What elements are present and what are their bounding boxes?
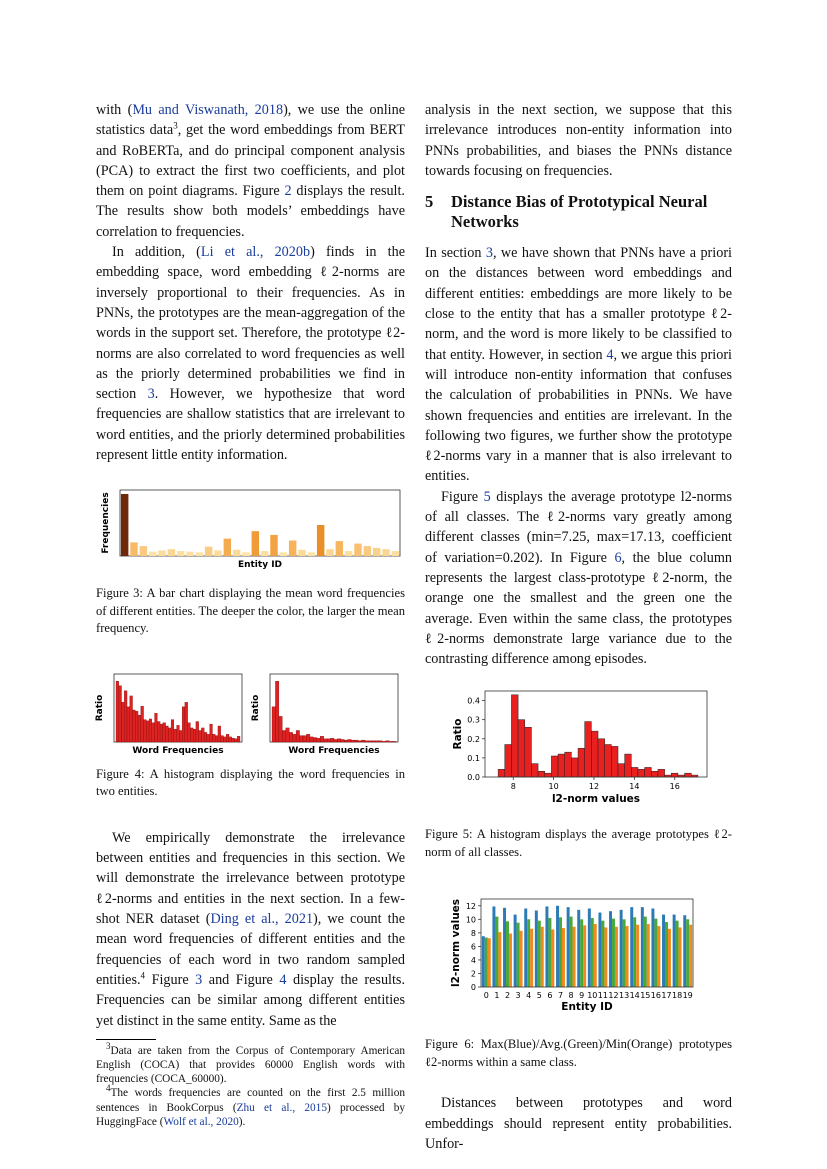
bar [548, 918, 551, 987]
bar [505, 745, 512, 777]
bar [186, 552, 193, 556]
x-axis-label: Word Frequencies [132, 745, 224, 756]
bar [558, 754, 565, 777]
bar [577, 910, 580, 987]
bar [673, 915, 676, 987]
bar [373, 548, 380, 556]
bar [689, 925, 692, 987]
bar [212, 734, 215, 742]
bar [138, 715, 141, 742]
bar [242, 553, 249, 557]
bar [341, 739, 344, 742]
bar [668, 929, 671, 987]
left-paragraph-2: In addition, (Li et al., 2020b) finds in the embedding space, word embedding ℓ2-norms are inversely proportional to their frequencies. As in PNNs, the prototypes are the mean-aggregation of the words in the support set. Therefore, the prototype ℓ2-norms are also correlated to word frequencies as well as the priorly determined probabilities we find in section 3. However, we hypothesize that word frequencies are shallow statistics that are irrelevant to word entities, and the priorly determined probabilities represent little entity information. [96, 244, 406, 464]
bar [348, 739, 351, 742]
bar [130, 696, 133, 742]
x-tick-label: 11 [597, 991, 608, 1001]
bar [306, 734, 309, 742]
bar [364, 546, 371, 556]
bar [615, 927, 618, 987]
bar [121, 494, 128, 556]
bar [482, 937, 485, 988]
bar [313, 737, 316, 741]
footnote-mark-4[interactable]: 4 [140, 970, 146, 981]
bar [393, 741, 396, 742]
bar [171, 719, 174, 741]
x-tick-label: 19 [682, 991, 693, 1001]
x-axis-label: Entity ID [237, 560, 283, 571]
bar [327, 739, 330, 742]
figure-3-chart [96, 488, 405, 570]
x-tick-label: 6 [547, 991, 553, 1001]
figure-5-caption: Figure 5: A histogram displays the average prototypes ℓ2-norm of all classes. [425, 827, 732, 859]
bar [116, 681, 119, 742]
bar [280, 553, 287, 557]
y-axis-label: Ratio [95, 694, 105, 722]
y-tick-label: 2 [470, 969, 476, 979]
y-tick-label: 6 [470, 942, 476, 952]
bar [612, 919, 615, 987]
figure-link[interactable]: 3 [195, 971, 203, 988]
x-tick-label: 12 [608, 991, 619, 1001]
figure-4 [96, 672, 405, 758]
bar [310, 737, 313, 742]
bar [270, 535, 277, 556]
bar [185, 702, 188, 742]
x-tick-label: 1 [494, 991, 500, 1001]
bar [620, 910, 623, 987]
bar [177, 725, 180, 742]
footnote-rule [96, 1039, 156, 1040]
figure-5 [425, 687, 732, 810]
bar [122, 702, 125, 742]
x-tick-label: 15 [640, 991, 651, 1001]
bar [296, 730, 299, 742]
bar [565, 753, 572, 778]
bar [210, 724, 213, 742]
x-axis-label: Word Frequencies [288, 745, 380, 756]
x-tick-label: 2 [504, 991, 511, 1001]
bar [633, 918, 636, 988]
x-tick-label: 4 [526, 991, 532, 1001]
bar [514, 915, 517, 987]
citation-link[interactable]: Zhu et al., 2015 [236, 1101, 327, 1114]
bar [152, 723, 155, 742]
bar [567, 908, 570, 988]
bar [174, 729, 177, 742]
y-axis-label: Ratio [251, 694, 261, 722]
figure-link[interactable]: 4 [279, 971, 287, 988]
bar [160, 724, 163, 742]
bar [517, 923, 520, 987]
citation-link[interactable]: Ding et al., 2021 [210, 911, 314, 928]
bar [594, 924, 597, 987]
bar [308, 553, 315, 557]
right-paragraph-4: Distances between prototypes and word embeddings should represent entity probabilities. Unfor- [425, 1095, 732, 1153]
bar [598, 913, 601, 987]
bar [671, 774, 678, 778]
bar [368, 741, 371, 742]
plot-frame [481, 899, 693, 987]
section-link[interactable]: 4 [606, 346, 614, 363]
bar [559, 918, 562, 988]
bar [545, 907, 548, 988]
bar [538, 921, 541, 987]
bar [492, 907, 495, 988]
bar [355, 740, 358, 742]
bar [223, 737, 226, 742]
bar [224, 539, 231, 556]
x-axis-label: Entity ID [561, 1001, 613, 1014]
y-tick-label: 0.3 [467, 716, 480, 726]
bar [182, 707, 185, 742]
bar [651, 772, 658, 778]
bar [609, 912, 612, 988]
bar [140, 546, 147, 556]
bar [636, 925, 639, 987]
bar [272, 707, 275, 742]
bar [282, 730, 285, 742]
bar [279, 716, 282, 742]
bar [654, 919, 657, 987]
x-tick-label: 14 [629, 782, 640, 792]
citation-link[interactable]: Mu and Viswanath, 2018 [132, 102, 284, 118]
left-paragraph-3: We empirically demonstrate the irrelevance between entities and frequencies in this section. We will demonstrate the irrelevance between prototype ℓ2-norms and entities in the next section. In a few-shot NER dataset (Ding et al., 2021), we count the mean word frequencies of different entities and the frequencies of each word in two random sampled entities.$^4$ Figure 3 and Figure 4 display the results. Frequencies can be similar among different entities yet distinct in the same entity. Same as the [96, 829, 406, 1029]
y-tick-label: 0.4 [467, 696, 480, 706]
x-tick-label: 3 [515, 991, 521, 1001]
x-tick-label: 12 [588, 782, 600, 792]
bar [662, 915, 665, 987]
y-axis-label: l2-norm values [450, 899, 462, 988]
bar [588, 909, 591, 988]
bar [177, 551, 184, 556]
bar [623, 920, 626, 988]
bar [530, 929, 533, 987]
bar [551, 756, 558, 777]
bar [130, 543, 137, 557]
bar [604, 928, 607, 988]
y-axis-label: Ratio [452, 718, 464, 750]
bar [375, 741, 378, 742]
y-tick-label: 0.1 [467, 754, 480, 764]
bar [179, 730, 182, 742]
bar [358, 741, 361, 742]
bar [201, 728, 204, 742]
x-tick-label: 8 [510, 782, 516, 792]
bar [538, 772, 545, 778]
figure-link[interactable]: 6 [614, 549, 622, 566]
figure-6-chart [425, 895, 732, 1017]
x-tick-label: 17 [661, 991, 672, 1001]
bar [320, 736, 323, 742]
bar [289, 541, 296, 557]
bar [190, 728, 193, 742]
bar [573, 927, 576, 987]
bar [133, 710, 136, 742]
footnotes [96, 1039, 405, 1129]
bar [168, 550, 175, 557]
bar [215, 735, 218, 741]
bar [331, 738, 334, 742]
citation-link[interactable]: Wolf et al., 2020 [163, 1115, 239, 1128]
bar [382, 741, 385, 742]
bar [641, 908, 644, 988]
bar [488, 939, 491, 988]
bar [199, 730, 202, 742]
bar [334, 739, 337, 742]
bar [326, 550, 333, 557]
bar [685, 774, 692, 778]
bar [232, 738, 235, 742]
bar [658, 770, 665, 778]
bar [218, 726, 221, 742]
bar [344, 740, 347, 742]
bar [158, 551, 165, 557]
bar [631, 768, 638, 778]
bar [293, 734, 296, 742]
bar [166, 726, 169, 742]
bar [135, 711, 138, 742]
bar [386, 741, 389, 742]
bar [618, 764, 625, 777]
footnote-3: $^3$Data are taken from the Corpus of Contemporary American English (COCA) that provides 60000 English words with frequencies (COCA_60000). [96, 1041, 405, 1086]
bar [237, 736, 240, 742]
bar [168, 728, 171, 742]
x-tick-label: 14 [629, 991, 640, 1001]
bar [205, 547, 212, 556]
bar [146, 721, 149, 742]
bar [520, 931, 523, 987]
y-tick-label: 0 [470, 983, 476, 993]
bar [324, 739, 327, 742]
bar [163, 723, 166, 742]
bar [392, 551, 399, 556]
bar [354, 544, 361, 556]
y-axis-label: Frequencies [101, 492, 111, 555]
right-paragraph-2: In section 3, we have shown that PNNs have a priori on the distances between word embeddings and different entities: embeddings are more likely to be close to the entity that has a smaller prototype ℓ2-norm, and the word is more likely to be classified to that entity. However, in section 4, we argue this priori will introduce non-entity information that confuses the calculation of probabilities in PNNs. We have shown frequencies and entities are irrelevant. In the following two figures, we further show the prototype ℓ2-norms vary in a manner that is also irrelevant to entities. [425, 245, 732, 485]
y-tick-label: 0.2 [467, 735, 480, 745]
left-paragraph-1: with (Mu and Viswanath, 2018), we use the online statistics data$^3$, get the word embeddings from BERT and RoBERTa, and do principal component analysis (PCA) to extract the first two coefficients, and plot them on point diagrams. Figure 2 displays the result. The results show both models’ embeddings have correlation to frequencies. [96, 102, 406, 240]
bar [372, 741, 375, 742]
bar [337, 739, 340, 742]
x-tick-label: 10 [548, 782, 559, 792]
bar [234, 739, 237, 742]
bar [585, 722, 592, 777]
figure-3-caption: Figure 3: A bar chart displaying the mean word frequencies of different entities. The deeper the color, the larger the mean frequency. [96, 586, 405, 636]
x-tick-label: 5 [536, 991, 542, 1001]
x-tick-label: 8 [568, 991, 574, 1001]
bar [155, 713, 158, 742]
bar [611, 747, 618, 778]
bar [591, 732, 598, 778]
bar [252, 532, 259, 557]
bar [541, 927, 544, 987]
figure-link[interactable]: 5 [483, 488, 491, 505]
x-tick-label: 9 [579, 991, 585, 1001]
footnote-4: $^4$The words frequencies are counted on the first 2.5 million sentences in BookCorpus (Zhu et al., 2015) processed by HuggingFace (Wolf et al., 2020). [96, 1083, 406, 1128]
bar [598, 739, 605, 777]
bar [196, 553, 203, 557]
bar [571, 758, 578, 777]
footnote-mark-3[interactable]: 3 [173, 120, 178, 131]
bar [570, 917, 573, 987]
y-tick-label: 4 [470, 956, 476, 966]
bar [498, 933, 501, 988]
bar [149, 719, 152, 742]
bar [119, 686, 122, 742]
bar [498, 770, 505, 778]
section-link[interactable]: 3 [485, 245, 493, 262]
bar [221, 735, 224, 741]
figure-4a-chart [96, 672, 248, 758]
bar [485, 938, 488, 987]
right-paragraph-1: analysis in the next section, we suppose that this irrelevance introduces non-entity information into PNNs probabilities, and biases the PNNs distance towards focusing on frequencies. [425, 102, 732, 179]
bar [157, 721, 160, 741]
citation-link[interactable]: Li et al., 2020b [200, 244, 311, 261]
x-tick-label: 0 [483, 991, 489, 1001]
y-tick-label: 0.0 [467, 773, 480, 783]
bar [141, 706, 144, 742]
bar [524, 909, 527, 988]
bar [144, 719, 147, 741]
left-column [96, 100, 405, 1129]
section-heading [425, 192, 732, 232]
bar [379, 741, 382, 742]
bar [644, 917, 647, 987]
bar [149, 552, 156, 556]
bar [518, 720, 525, 777]
bar [527, 920, 530, 988]
bar [389, 741, 392, 742]
bar [317, 525, 324, 556]
bar [300, 735, 303, 741]
bar [511, 695, 518, 777]
bar [229, 737, 232, 742]
bar [645, 768, 652, 778]
bar [531, 764, 538, 777]
bar [625, 754, 632, 777]
right-column [425, 100, 732, 1154]
bar [317, 738, 320, 742]
figure-4-caption: Figure 4: A histogram displaying the word frequencies in two entities. [96, 766, 405, 799]
bar [535, 911, 538, 987]
bar [261, 551, 268, 556]
bar [665, 922, 668, 987]
figure-5-chart [425, 687, 732, 805]
bar [204, 732, 207, 742]
section-title: Distance Bias of Prototypical Neural Networks [451, 192, 708, 232]
bar [506, 922, 509, 988]
bar [226, 734, 229, 742]
bar [207, 734, 210, 742]
bar [630, 908, 633, 988]
bar [196, 721, 199, 741]
bar [679, 928, 682, 988]
bar [362, 740, 365, 742]
bar [626, 926, 629, 987]
bar [495, 917, 498, 987]
bar [382, 550, 389, 557]
x-tick-label: 10 [587, 991, 598, 1001]
bar [545, 774, 552, 778]
bar [601, 921, 604, 987]
bar [591, 918, 594, 987]
bar [286, 728, 289, 742]
bar [651, 909, 654, 988]
bar [676, 921, 679, 987]
bar [525, 728, 532, 778]
right-paragraph-3: Figure 5 displays the average prototype l2-norms of all classes. The ℓ2-norms vary greatly among different classes (min=7.25, max=17.13, coefficient of variation=0.202). In Figure 6, the blue column represents the largest class-prototype ℓ2-norm, the orange one the smallest and the green one the average. Even within the same class, the prototypes ℓ2-norms demonstrate large variance due to the contrasting difference among episodes. [425, 488, 732, 668]
x-tick-label: 16 [669, 782, 680, 792]
section-link[interactable]: 3 [147, 386, 155, 403]
bar [578, 749, 585, 778]
x-tick-label: 13 [619, 991, 630, 1001]
bar [683, 916, 686, 988]
section-number: 5 [425, 192, 434, 212]
bar [336, 541, 343, 556]
bar [686, 920, 689, 988]
bar [289, 732, 292, 742]
bar [638, 770, 645, 778]
figure-6 [425, 895, 732, 1022]
bar [188, 723, 191, 742]
bar [303, 735, 306, 741]
bar [509, 934, 512, 987]
y-tick-label: 8 [470, 929, 476, 939]
x-axis-label: l2-norm values [551, 793, 641, 806]
y-tick-label: 10 [465, 915, 476, 925]
y-tick-label: 12 [465, 902, 476, 912]
bar [562, 929, 565, 988]
bar [127, 707, 130, 742]
x-tick-label: 18 [672, 991, 683, 1001]
bar [351, 740, 354, 742]
bar [124, 691, 127, 742]
bar [298, 550, 305, 556]
bar [580, 920, 583, 988]
bar [365, 741, 368, 742]
x-tick-label: 7 [557, 991, 564, 1001]
bar [233, 550, 240, 556]
figure-link[interactable]: 2 [284, 183, 292, 200]
x-tick-label: 16 [650, 991, 661, 1001]
bar [583, 926, 586, 988]
bar [647, 924, 650, 987]
bar [345, 551, 352, 556]
bar [193, 729, 196, 742]
bar [556, 906, 559, 987]
bar [275, 681, 278, 742]
bar [551, 930, 554, 988]
figure-3 [96, 488, 405, 575]
bar [214, 551, 221, 557]
figure-6-caption: Figure 6: Max(Blue)/Avg.(Green)/Min(Orange) prototypes ℓ2-norms within a same class. [425, 1037, 732, 1069]
bar [503, 908, 506, 987]
bar [657, 926, 660, 987]
figure-4b-chart [251, 672, 402, 758]
bar [605, 745, 612, 777]
